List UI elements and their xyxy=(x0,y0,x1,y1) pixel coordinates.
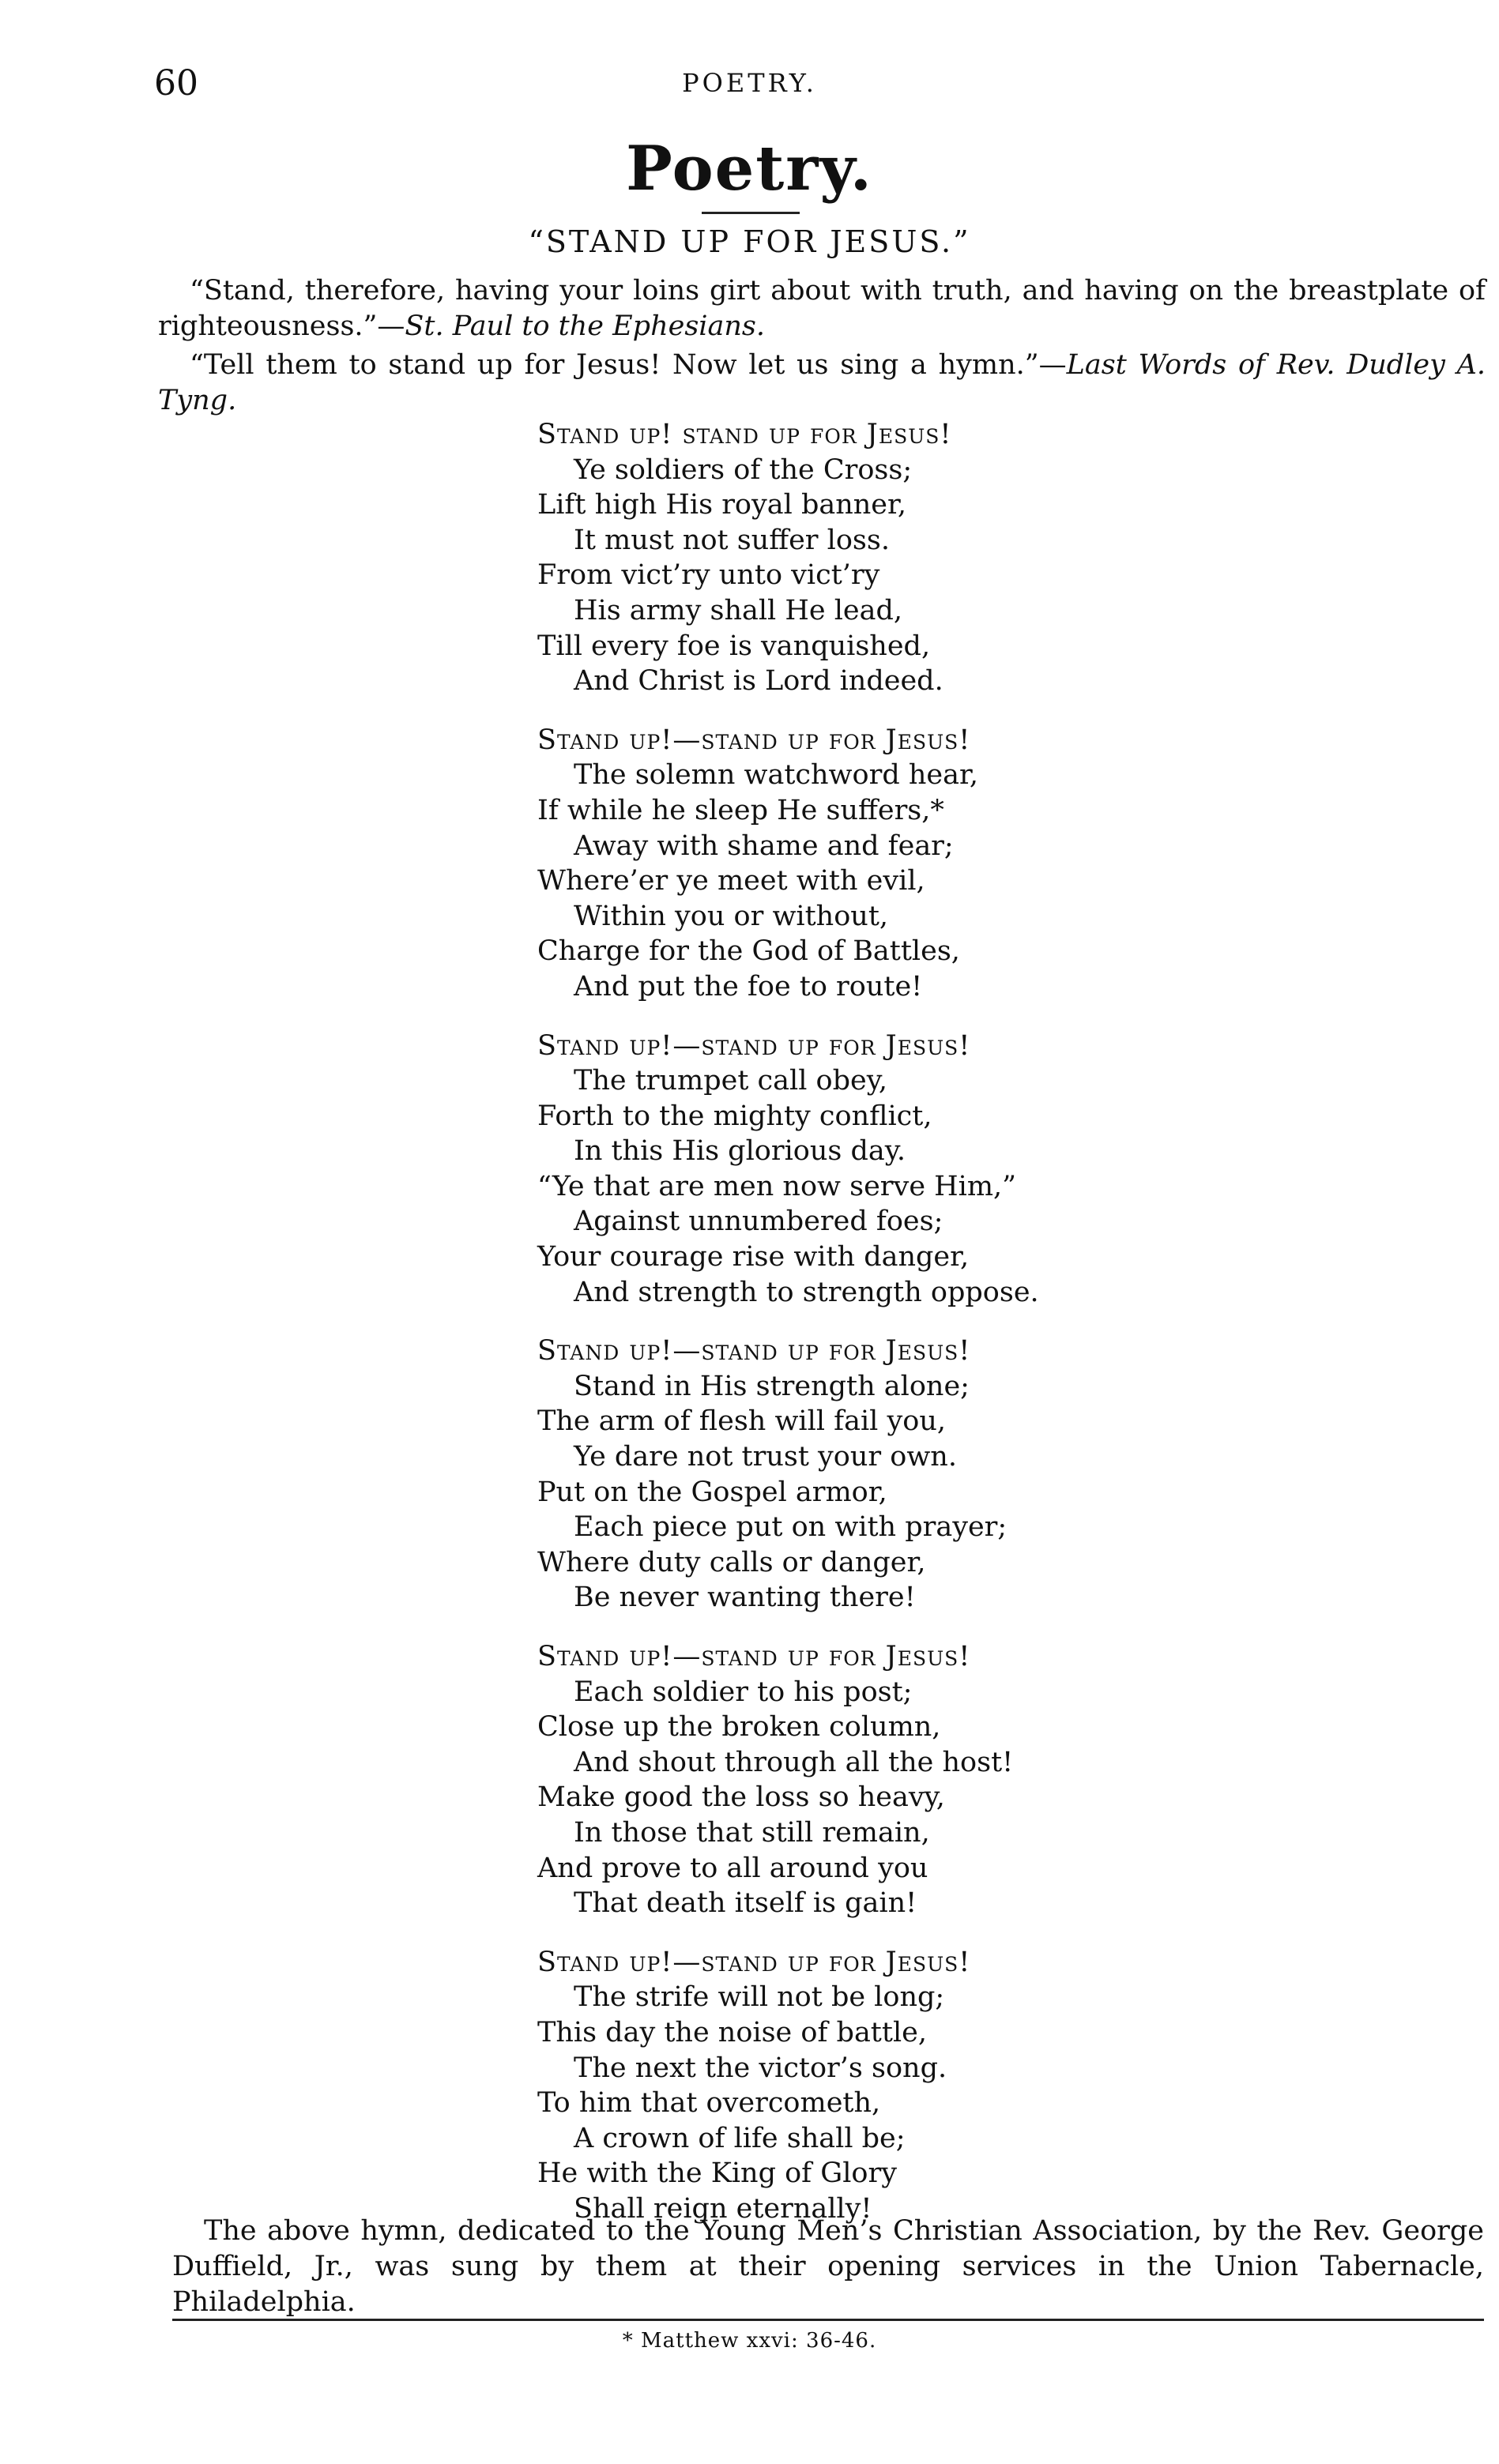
poem-line: From vict’ry unto vict’ry xyxy=(537,559,880,592)
poem-line: In this His glorious day. xyxy=(574,1135,906,1168)
footnote: * Matthew xxvi: 36-46. xyxy=(622,2329,877,2353)
poem-line: Within you or without, xyxy=(574,900,889,932)
stanza xyxy=(537,1334,1328,1616)
poem-line: Make good the loss so heavy, xyxy=(537,1781,945,1814)
poem-line: Each piece put on with prayer; xyxy=(574,1511,1007,1544)
poem-line: The next the victor’s song. xyxy=(574,2052,947,2084)
footnote-rule xyxy=(172,2319,1484,2321)
epigraph-text: “Tell them to stand up for Jesus! Now let us sing a hymn.”— xyxy=(190,349,1067,381)
epigraph-source: Last Words of Rev. Dudley A. Tyng. xyxy=(158,349,1486,416)
stanza-first-line: Stand up!—stand up for Jesus! xyxy=(537,724,971,756)
stanza xyxy=(537,1029,1328,1311)
poem-line: Close up the broken column, xyxy=(537,1711,941,1744)
poem-line: Against unnumbered foes; xyxy=(574,1206,943,1238)
running-title: POETRY. xyxy=(682,68,817,98)
poem-line: That death itself is gain! xyxy=(574,1887,917,1920)
stanza-first-line: Stand up!—stand up for Jesus! xyxy=(537,1029,971,1062)
poem-line: And prove to all around you xyxy=(537,1852,928,1884)
poem-line: This day the noise of battle, xyxy=(537,2016,927,2048)
poem-line: And Christ is Lord indeed. xyxy=(574,665,943,698)
poem-line: Lift high His royal banner, xyxy=(537,489,907,521)
poem-line: Be never wanting there! xyxy=(574,1582,916,1614)
poem-line: In those that still remain, xyxy=(574,1816,930,1849)
poem-line: The arm of flesh will fail you, xyxy=(537,1405,946,1438)
stanza-first-line: Stand up!—stand up for Jesus! xyxy=(537,1335,971,1367)
epigraph-text: “Stand, therefore, having your loins girt about with truth, and having on the breastplate of righteousness.”— xyxy=(158,275,1486,342)
poem-line: Put on the Gospel armor, xyxy=(537,1476,887,1508)
poem-line: The trumpet call obey, xyxy=(574,1065,887,1097)
title-rule xyxy=(702,212,800,214)
epigraph-source: St. Paul to the Ephesians. xyxy=(405,310,765,342)
poem-line: Stand in His strength alone; xyxy=(574,1370,970,1402)
poem-line: He with the King of Glory xyxy=(537,2157,897,2190)
poem-line: Where’er ye meet with evil, xyxy=(537,865,925,897)
poem-line: Ye dare not trust your own. xyxy=(574,1441,957,1473)
poem-line: And strength to strength oppose. xyxy=(574,1276,1039,1308)
poem-line: It must not suffer loss. xyxy=(574,524,890,556)
stanza xyxy=(537,723,1328,1005)
stanza-first-line: Stand up!—stand up for Jesus! xyxy=(537,1946,971,1978)
epigraph xyxy=(158,273,1486,344)
poem-line: “Ye that are men now serve Him,” xyxy=(537,1170,1017,1202)
poem-line: If while he sleep He suffers,* xyxy=(537,794,944,826)
poem-line: Your courage rise with danger, xyxy=(537,1241,970,1273)
poem-line: Away with shame and fear; xyxy=(574,829,954,862)
stanza-first-line: Stand up!—stand up for Jesus! xyxy=(537,1641,971,1672)
stanza xyxy=(537,1639,1328,1921)
poem-body xyxy=(537,417,1328,2251)
stanza xyxy=(537,417,1328,699)
poem-line: Shall reign eternally! xyxy=(574,2192,872,2225)
poem-line: Where duty calls or danger, xyxy=(537,1546,926,1578)
poem-line: The strife will not be long; xyxy=(574,1981,945,2014)
poem-line: To him that overcometh, xyxy=(537,2087,881,2120)
poem-line: Forth to the mighty conflict, xyxy=(537,1100,932,1132)
stanza xyxy=(537,1945,1328,2227)
poem-title: “STAND UP FOR JESUS.” xyxy=(528,224,971,259)
poem-line: Till every foe is vanquished, xyxy=(537,630,931,662)
stanza-first-line: Stand up! stand up for Jesus! xyxy=(537,419,952,450)
poem-line: A crown of life shall be; xyxy=(574,2122,906,2154)
poem-line: Charge for the God of Battles, xyxy=(537,935,960,968)
closing-note: The above hymn, dedicated to the Young Men’s Christian Association, by the Rev. George Duffield, Jr., was sung by them at their opening services in the Union Tabernacle, Philadelphia. xyxy=(172,2215,1484,2318)
page-number: 60 xyxy=(154,63,198,103)
section-title: Poetry. xyxy=(626,133,873,205)
poem-line: And put the foe to route! xyxy=(574,970,923,1003)
poem-line: Each soldier to his post; xyxy=(574,1676,913,1708)
poem-line: The solemn watchword hear, xyxy=(574,759,978,792)
poem-line: Ye soldiers of the Cross; xyxy=(574,453,913,486)
running-head xyxy=(0,63,1499,111)
poem-line: His army shall He lead, xyxy=(574,594,903,626)
poem-line: And shout through all the host! xyxy=(574,1746,1014,1778)
epigraph xyxy=(158,348,1486,419)
